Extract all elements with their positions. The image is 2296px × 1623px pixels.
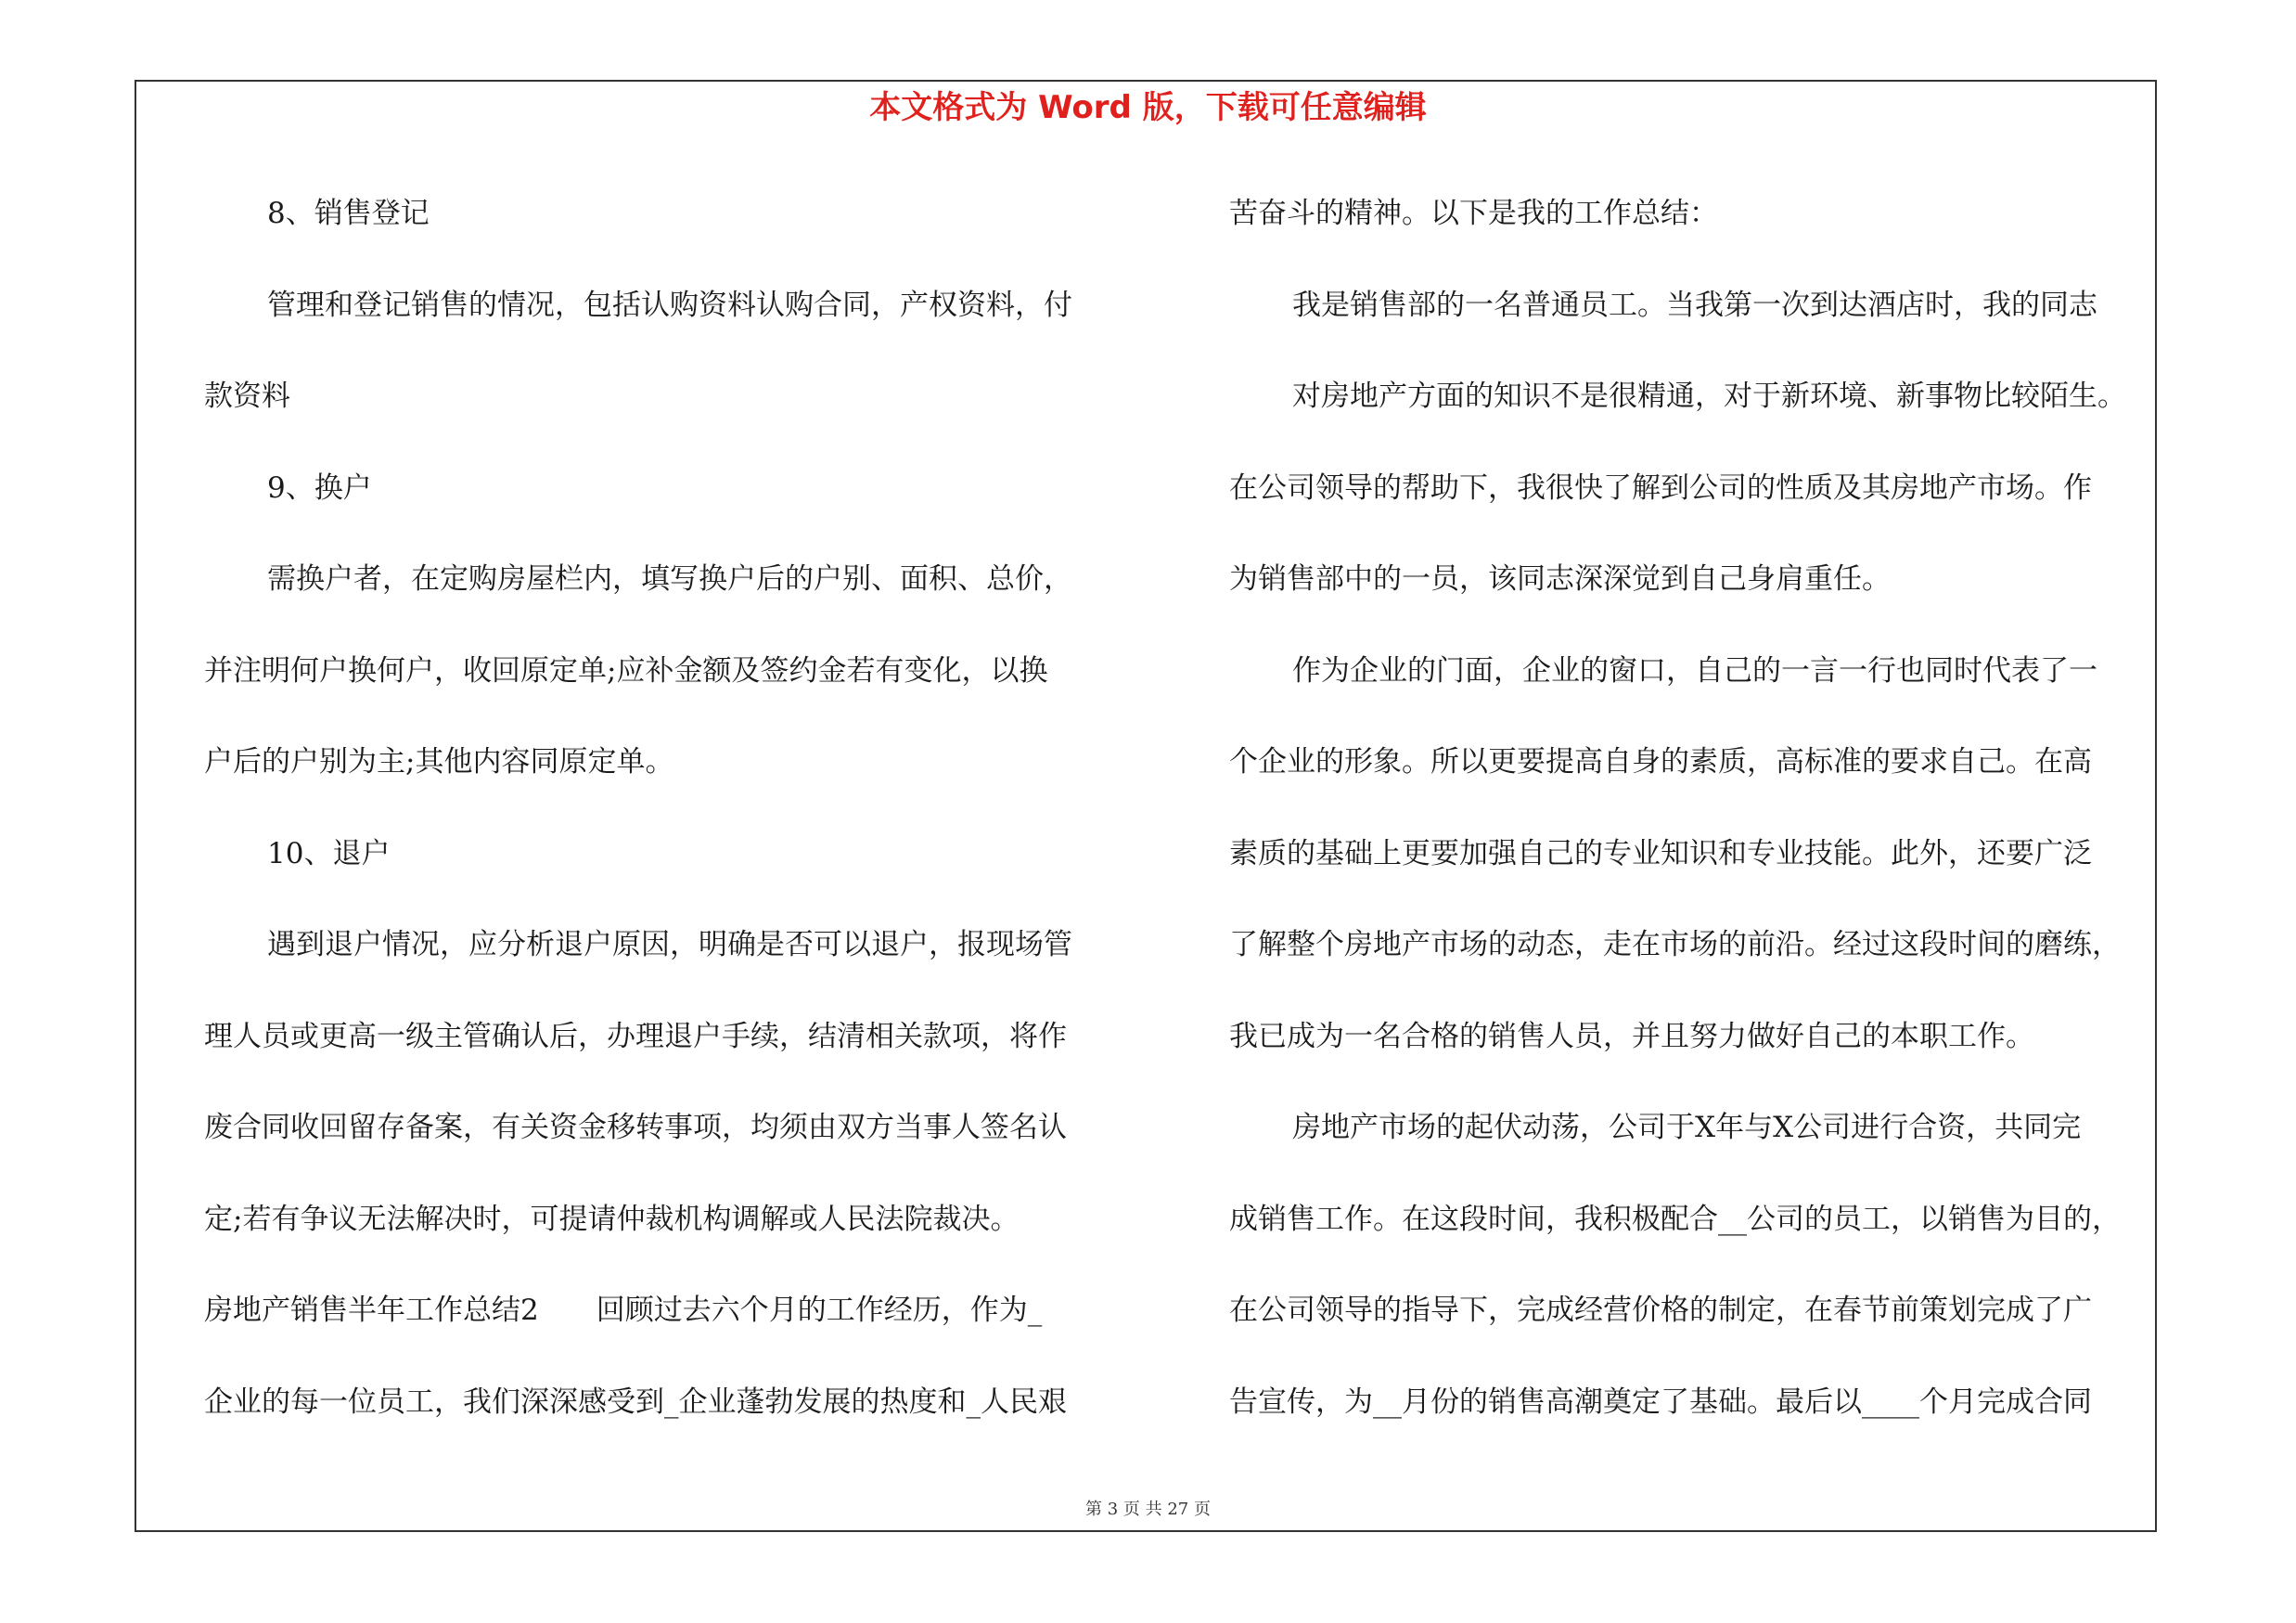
text-line: 8、销售登记 <box>267 197 430 230</box>
text-line: 管理和登记销售的情况，包括认购资料认购合同，产权资料，付 <box>267 288 1072 322</box>
text-line: 我已成为一名合格的销售人员，并且努力做好自己的本职工作。 <box>1229 1019 2034 1053</box>
text-line: 我是销售部的一名普通员工。当我第一次到达酒店时，我的同志 <box>1292 288 2097 322</box>
text-line: 对房地产方面的知识不是很精通，对于新环境、新事物比较陌生。 <box>1292 380 2126 413</box>
text-line: 为销售部中的一员，该同志深深觉到自己身肩重任。 <box>1229 562 1891 596</box>
text-line: 款资料 <box>204 380 290 413</box>
text-line: 并注明何户换何户，收回原定单;应补金额及签约金若有变化，以换 <box>204 653 1048 688</box>
text-line: 废合同收回留存备案，有关资金移转事项，均须由双方当事人签名认 <box>204 1111 1067 1144</box>
text-line: 在公司领导的指导下，完成经营价格的制定，在春节前策划完成了广 <box>1229 1294 2092 1327</box>
text-line: 需换户者，在定购房屋栏内，填写换户后的户别、面积、总价， <box>267 562 1072 596</box>
text-line: 了解整个房地产市场的动态，走在市场的前沿。经过这段时间的磨练， <box>1229 928 2121 961</box>
text-line: 企业的每一位员工，我们深深感受到_企业蓬勃发展的热度和_人民艰 <box>204 1385 1067 1419</box>
text-line: 房地产销售半年工作总结2 回顾过去六个月的工作经历，作为_ <box>204 1294 1043 1327</box>
text-line: 素质的基础上更要加强自己的专业知识和专业技能。此外，还要广泛 <box>1229 836 2092 870</box>
text-line: 房地产市场的起伏动荡，公司于X年与X公司进行合资，共同完 <box>1292 1111 2082 1144</box>
text-line: 告宣传，为__月份的销售高潮奠定了基础。最后以____个月完成合同 <box>1229 1385 2092 1419</box>
text-line: 户后的户别为主;其他内容同原定单。 <box>204 745 674 779</box>
text-line: 定;若有争议无法解决时，可提请仲裁机构调解或人民法院裁决。 <box>204 1202 1020 1236</box>
text-line: 在公司领导的帮助下，我很快了解到公司的性质及其房地产市场。作 <box>1229 470 2092 505</box>
text-line: 理人员或更高一级主管确认后，办理退户手续，结清相关款项，将作 <box>204 1019 1067 1053</box>
text-line: 10、退户 <box>267 836 391 870</box>
text-line: 苦奋斗的精神。以下是我的工作总结： <box>1229 197 1718 230</box>
text-line: 作为企业的门面，企业的窗口，自己的一言一行也同时代表了一 <box>1292 653 2097 688</box>
text-line: 遇到退户情况，应分析退户原因，明确是否可以退户，报现场管 <box>267 928 1072 961</box>
format-banner: 本文格式为 Word 版，下载可任意编辑 <box>869 89 1427 126</box>
text-line: 个企业的形象。所以更要提高自身的素质，高标准的要求自己。在高 <box>1229 745 2092 779</box>
page-number-footer: 第 3 页 共 27 页 <box>1085 1500 1211 1519</box>
text-line: 成销售工作。在这段时间，我积极配合__公司的员工，以销售为目的， <box>1229 1202 2121 1236</box>
text-line: 9、换户 <box>267 470 372 505</box>
